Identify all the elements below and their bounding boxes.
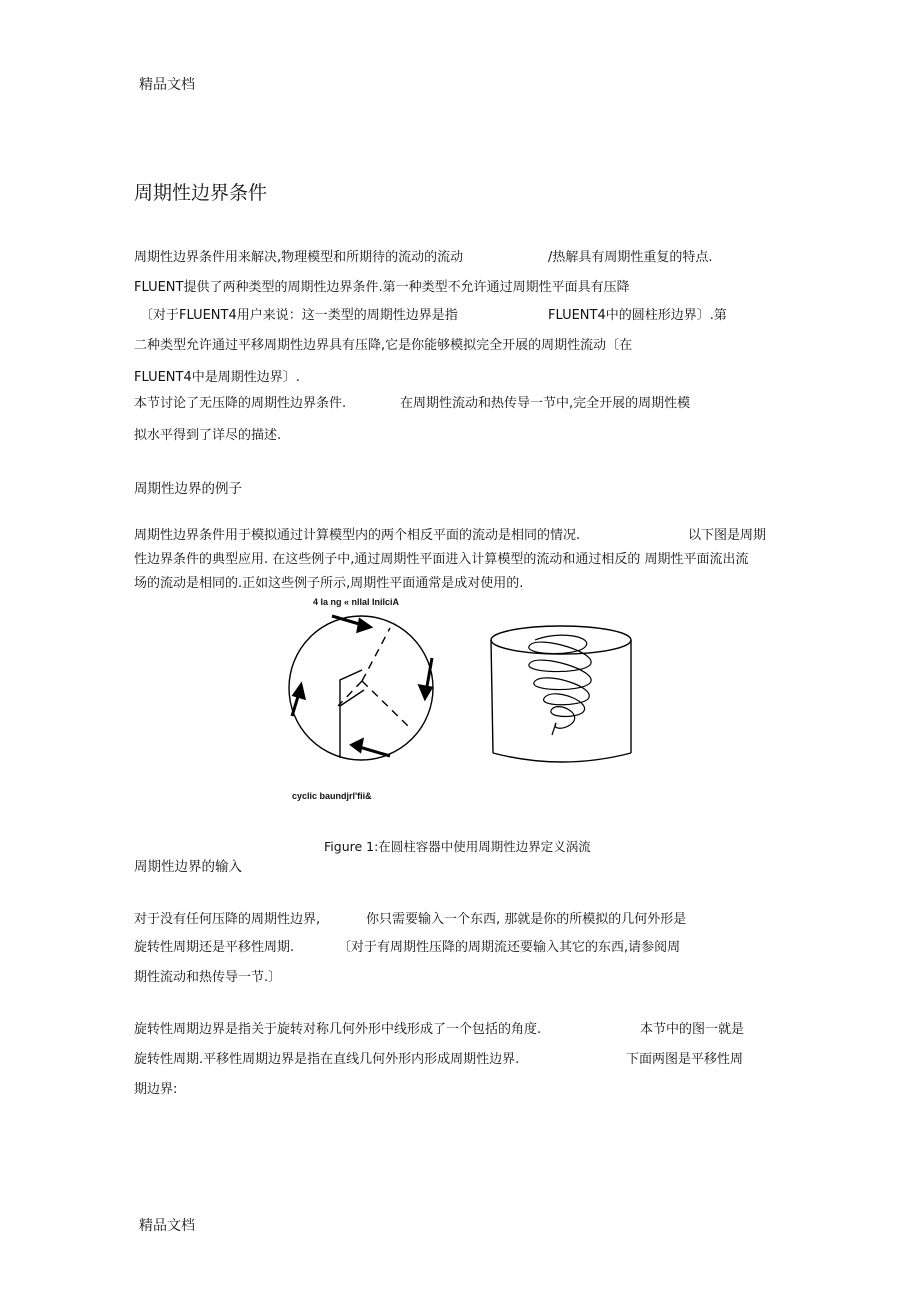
periodic-plane-1 [362,628,390,681]
figure-top-label: 4 la ng « nllal InilciA [313,597,400,607]
section-heading-examples: 周期性边界的例子 [134,481,242,497]
page-title: 周期性边界条件 [134,182,268,204]
examples-line-2: 性边界条件的典型应用. 在这些例子中,通过周期性平面进入计算模型的流动和通过相反的 周期性平面流出流 [134,552,749,567]
input-line-2a: 旋转性周期还是平移性周期. [134,940,295,955]
intro-line-5: FLUENT4中是周期性边界〕. [134,370,300,385]
periodic-plane-2 [362,681,408,726]
examples-line-1b: 以下图是周期 [688,528,767,543]
intro-line-1a: 周期性边界条件用来解决,物理模型和所期待的流动的流动 [134,250,464,265]
intro-line-6a: 本节讨论了无压降的周期性边界条件. [134,396,347,411]
input-line-4a: 旋转性周期边界是指关于旋转对称几何外形中线形成了一个包括的角度. [134,1022,542,1037]
input-line-4b: 本节中的图一就是 [640,1022,745,1037]
examples-line-1a: 周期性边界条件用于模拟通过计算模型内的两个相反平面的流动是相同的情况. [134,528,581,543]
cylinder-bottom [493,753,631,762]
input-line-3: 期性流动和热传导一节.〕 [134,970,282,985]
input-line-1b: 你只需要输入一个东西, 那就是你的所模拟的几何外形是 [366,912,687,927]
input-line-5a: 旋转性周期.平移性周期边界是指在直线几何外形内形成周期性边界. [134,1052,520,1067]
helix-swirl [529,635,591,728]
intro-line-6b: 在周期性流动和热传导一节中,完全开展的周期性模 [400,396,691,411]
input-line-5b: 下面两图是平移性周 [626,1052,744,1067]
figure-cyclic-diagram [280,608,450,768]
figure-bottom-label: cyclic baundjrl'fii& [292,791,372,801]
intro-line-7: 拟水平得到了详尽的描述. [134,428,282,443]
intro-line-3a: 〔对于FLUENT4用户来说：这一类型的周期性边界是指 [140,308,458,323]
cylinder-left-side [491,640,493,753]
figure-caption: Figure 1:在圆柱容器中使用周期性边界定义涡流 [324,839,591,854]
intro-line-3b: FLUENT4中的圆柱形边界〕.第 [548,308,727,323]
intro-line-2: FLUENT提供了两种类型的周期性边界条件.第一种类型不允许通过周期性平面具有压降 [134,280,630,295]
input-line-2b: 〔对于有周期性压降的周期流还要输入其它的东西,请参阅周 [338,940,681,955]
page-footer: 精品文档 [139,1218,195,1234]
intro-line-1b: /热解具有周期性重复的特点. [548,250,713,265]
examples-line-3: 场的流动是相同的.正如这些例子所示,周期性平面通常是成对使用的. [134,576,524,591]
cylinder-top [491,626,631,654]
input-line-6: 期边界: [134,1082,178,1097]
section-heading-input: 周期性边界的输入 [134,859,242,875]
input-line-1a: 对于没有任何压降的周期性边界, [134,912,321,927]
intro-line-4: 二种类型允许通过平移周期性边界具有压降,它是你能够模拟完全开展的周期性流动〔在 [134,338,633,353]
circle-domain [289,616,433,760]
page-header: 精品文档 [139,77,195,93]
figure-cylinder-helix [490,625,640,770]
